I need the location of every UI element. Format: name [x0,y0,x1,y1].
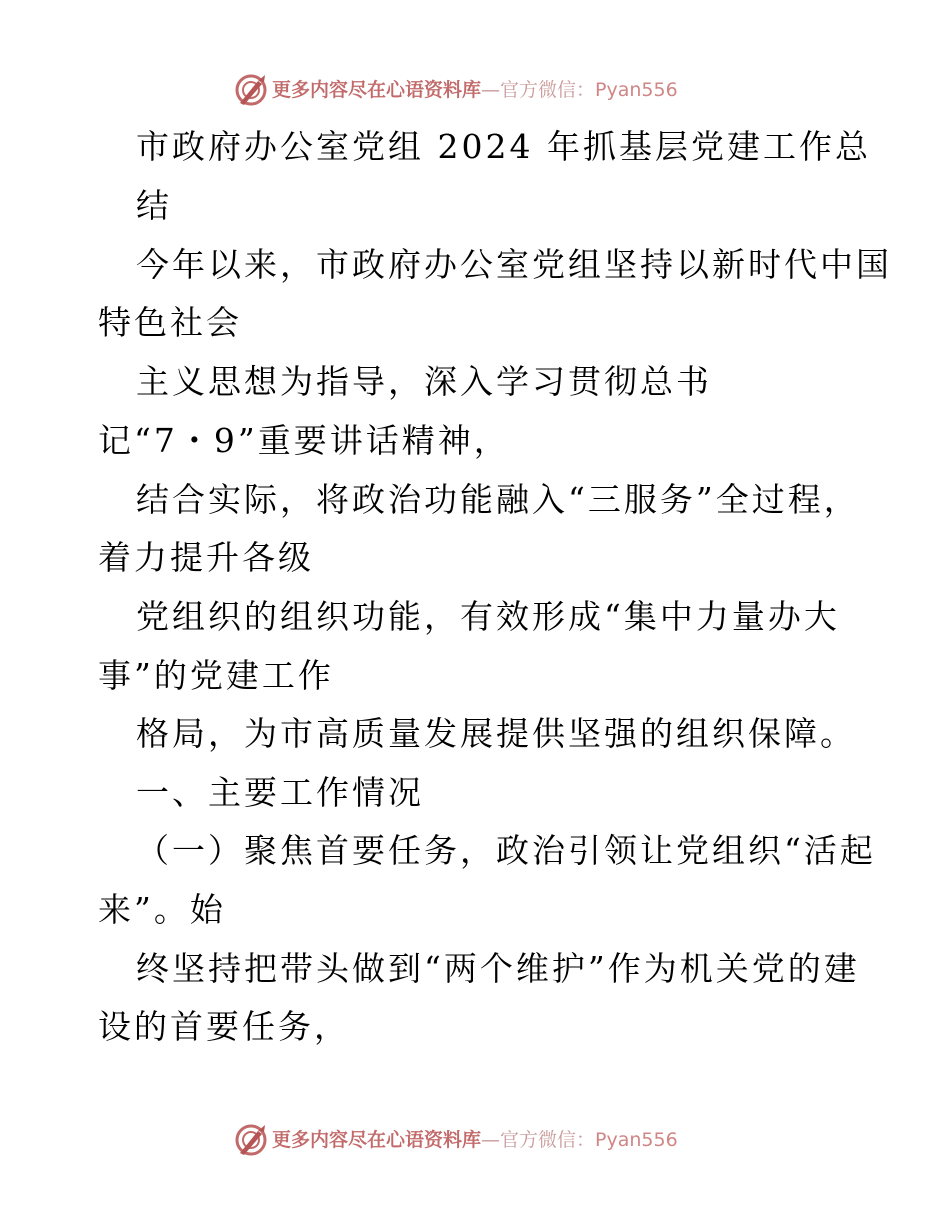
paragraph-line: 格局，为市高质量发展提供坚强的组织保障。 [136,714,856,753]
quill-pen-logo-icon [234,1123,268,1157]
watermark-contact-label: 官方微信： [500,1129,596,1151]
section-heading: 一、主要工作情况 [136,773,424,812]
watermark-dash: — [481,79,501,101]
watermark-contact-id: Pyan556 [595,79,678,101]
paragraph-line: 来”。始 [98,890,226,929]
paragraph-line: 事”的党建工作 [98,656,334,695]
paragraph-line: 终坚持把带头做到“两个维护”作为机关党的建 [136,949,860,988]
watermark-title: 更多内容尽在心语资料库 [272,1129,482,1151]
document-title-continued: 结 [136,186,172,225]
paragraph-line: 特色社会 [98,303,242,342]
paragraph-line: 今年以来，市政府办公室党组坚持以新时代中国 [136,245,892,284]
paragraph-line: 结合实际，将政治功能融入“三服务”全过程， [136,480,860,519]
document-title: 市政府办公室党组 2024 年抓基层党建工作总 [136,127,871,166]
footer-watermark [0,1120,950,1160]
paragraph-line: 党组织的组织功能，有效形成“集中力量办大 [136,597,840,636]
subsection-heading: （一）聚焦首要任务，政治引领让党组织“活起 [136,831,876,870]
paragraph-line: 记“7・9”重要讲话精神， [98,421,510,460]
watermark-contact-id: Pyan556 [595,1129,678,1151]
watermark-dash: — [481,1129,501,1151]
paragraph-line: 设的首要任务， [98,1007,350,1046]
paragraph-line: 主义思想为指导，深入学习贯彻总书 [136,362,712,401]
watermark-contact-label: 官方微信： [500,79,596,101]
watermark-title: 更多内容尽在心语资料库 [272,79,482,101]
paragraph-line: 着力提升各级 [98,538,314,577]
